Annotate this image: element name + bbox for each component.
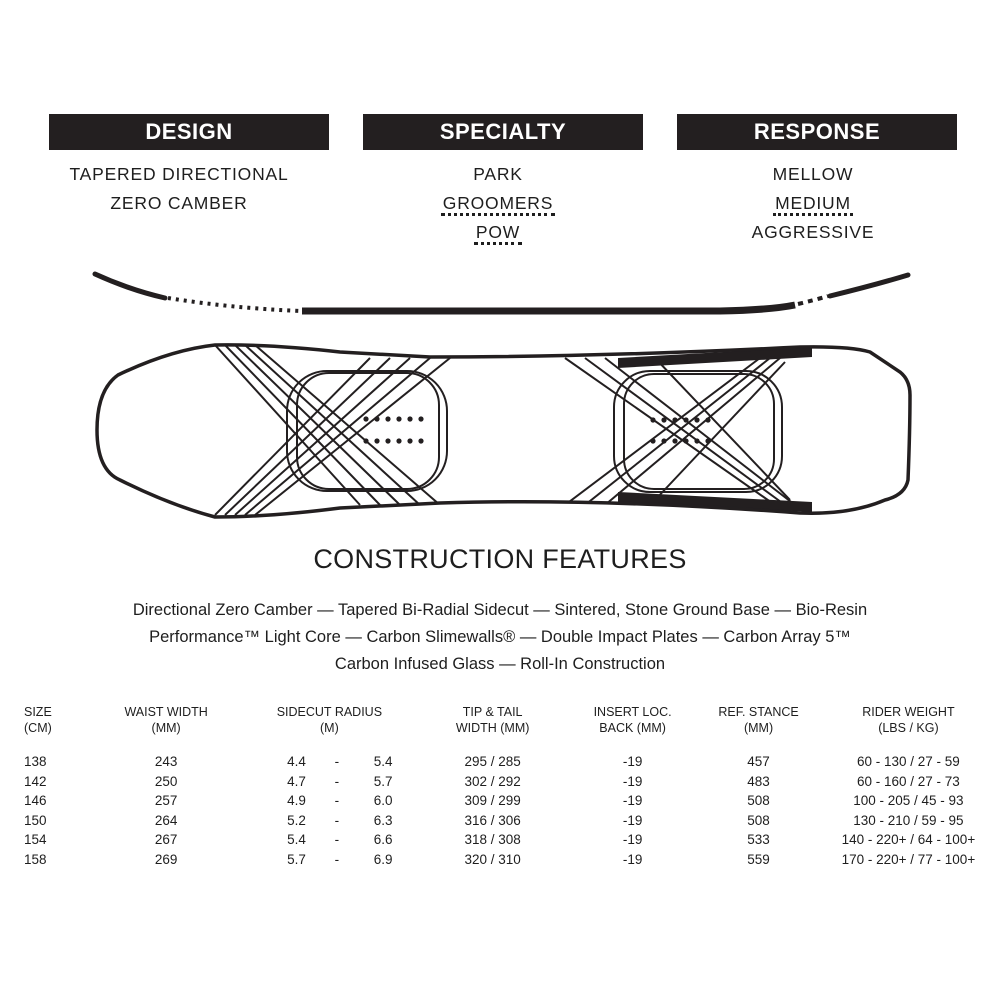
response-option-aggressive: AGGRESSIVE: [751, 222, 875, 242]
profile-tail-curve: [830, 275, 908, 296]
response-header: RESPONSE: [677, 114, 957, 150]
spec-size: 142: [24, 773, 47, 789]
header-rider-weight: RIDER WEIGHT (LBS / KG): [862, 705, 955, 735]
spec-sidecut-separator: -: [334, 793, 340, 808]
spec-table-row: [24, 791, 1000, 811]
spec-insert-location: -19: [622, 832, 643, 847]
spec-waist-width: 250: [154, 773, 178, 789]
spec-rider-weight: 140 - 220+ / 64 - 100+: [841, 832, 976, 847]
construction-features-line: Directional Zero Camber — Tapered Bi-Radial Sidecut — Sintered, Stone Ground Base — Bio-Resin: [132, 601, 868, 619]
specialty-header: SPECIALTY: [363, 114, 643, 150]
profile-nose-curve: [95, 274, 165, 298]
spec-tip-tail-width: 320 / 310: [464, 851, 521, 867]
rear-binding-plate-outer: [614, 371, 782, 492]
response-option-mellow: MELLOW: [772, 164, 854, 184]
spec-size: 150: [24, 812, 47, 828]
header-insert-location: INSERT LOC. BACK (MM): [593, 705, 672, 735]
spec-table: [24, 704, 1000, 869]
response-option-medium-selected: MEDIUM: [677, 189, 949, 218]
spec-rider-weight: 60 - 130 / 27 - 59: [856, 754, 960, 769]
header-size: SIZE (CM): [24, 705, 52, 735]
spec-insert-location: -19: [622, 754, 643, 769]
spec-waist-width: 243: [154, 754, 178, 769]
spec-waist-width: 269: [154, 851, 178, 867]
spec-table-row: [24, 830, 1000, 850]
design-option: ZERO CAMBER: [110, 193, 248, 213]
spec-sidecut-max: 5.4: [373, 754, 393, 769]
spec-waist-width: 267: [154, 832, 178, 847]
spec-tip-tail-width: 302 / 292: [464, 773, 521, 789]
spec-sidecut-separator: -: [334, 851, 340, 867]
spec-sidecut-min: 5.7: [287, 851, 306, 867]
header-sidecut-radius: SIDECUT RADIUS (M): [276, 705, 383, 735]
spec-sidecut-min: 5.2: [287, 812, 306, 828]
spec-rider-weight: 60 - 160 / 27 - 73: [856, 773, 960, 789]
spec-waist-width: 264: [154, 812, 178, 828]
spec-size: 158: [24, 851, 47, 867]
spec-size: 138: [24, 754, 47, 769]
spec-insert-location: -19: [622, 773, 643, 789]
spec-sidecut-separator: -: [334, 832, 340, 847]
specialty-option-groomers-selected: GROOMERS: [363, 189, 633, 218]
profile-base-flat: [302, 305, 795, 311]
spec-insert-location: -19: [622, 812, 643, 828]
profile-nose-dashed: [168, 298, 300, 311]
spec-tip-tail-width: 318 / 308: [464, 832, 521, 847]
spec-waist-width: 257: [154, 793, 178, 808]
specialty-option-park: PARK: [473, 164, 523, 184]
board-outline: [97, 345, 910, 517]
spec-rider-weight: 100 - 205 / 45 - 93: [853, 793, 964, 808]
spec-sidecut-min: 4.7: [287, 773, 306, 789]
construction-features-title: CONSTRUCTION FEATURES: [313, 544, 687, 574]
front-binding-plate-inner: [297, 373, 439, 489]
spec-insert-location: -19: [622, 851, 643, 867]
design-option: TAPERED DIRECTIONAL: [69, 164, 289, 184]
construction-features-line: Carbon Infused Glass — Roll-In Construction: [334, 655, 666, 673]
spec-sidecut-min: 5.4: [287, 832, 306, 847]
spec-sidecut-max: 6.3: [373, 812, 393, 828]
specialty-option-pow-selected: POW: [363, 218, 633, 247]
spec-sidecut-separator: -: [334, 773, 340, 789]
board-top-view-illustration: [0, 330, 1000, 530]
spec-ref-stance: 457: [747, 754, 770, 769]
spec-tip-tail-width: 295 / 285: [464, 754, 521, 769]
camber-profile-illustration: [0, 0, 1000, 330]
spec-ref-stance: 533: [747, 832, 770, 847]
spec-size: 154: [24, 832, 47, 847]
design-header: DESIGN: [49, 114, 329, 150]
spec-size: 146: [24, 793, 47, 808]
spec-ref-stance: 508: [747, 793, 770, 808]
spec-sidecut-min: 4.4: [287, 754, 306, 769]
spec-ref-stance: 483: [747, 773, 770, 789]
spec-table-row: [24, 752, 1000, 772]
construction-features-line: Performance™ Light Core — Carbon Slimewalls® — Double Impact Plates — Carbon Array 5™: [149, 628, 851, 646]
header-waist-width: WAIST WIDTH (MM): [124, 705, 208, 735]
profile-tail-dashed: [798, 296, 828, 304]
spec-tip-tail-width: 316 / 306: [464, 812, 521, 828]
spec-sidecut-min: 4.9: [287, 793, 306, 808]
spec-rider-weight: 170 - 220+ / 77 - 100+: [841, 851, 976, 867]
spec-sidecut-separator: -: [334, 754, 340, 769]
spec-table-row: [24, 772, 1000, 792]
spec-sidecut-separator: -: [334, 812, 340, 828]
spec-sidecut-max: 6.6: [373, 832, 393, 847]
spec-table-header-row: [24, 704, 1000, 752]
spec-rider-weight: 130 - 210 / 59 - 95: [853, 812, 964, 828]
spec-table-row: [24, 811, 1000, 831]
spec-ref-stance: 559: [747, 851, 770, 867]
spec-sidecut-max: 5.7: [373, 773, 393, 789]
spec-sidecut-max: 6.9: [373, 851, 393, 867]
spec-insert-location: -19: [622, 793, 643, 808]
spec-ref-stance: 508: [747, 812, 770, 828]
spec-table-row: [24, 850, 1000, 870]
spec-tip-tail-width: 309 / 299: [464, 793, 521, 808]
header-tip-tail-width: TIP & TAIL WIDTH (MM): [455, 705, 530, 735]
header-ref-stance: REF. STANCE (MM): [718, 705, 799, 735]
spec-sidecut-max: 6.0: [373, 793, 393, 808]
